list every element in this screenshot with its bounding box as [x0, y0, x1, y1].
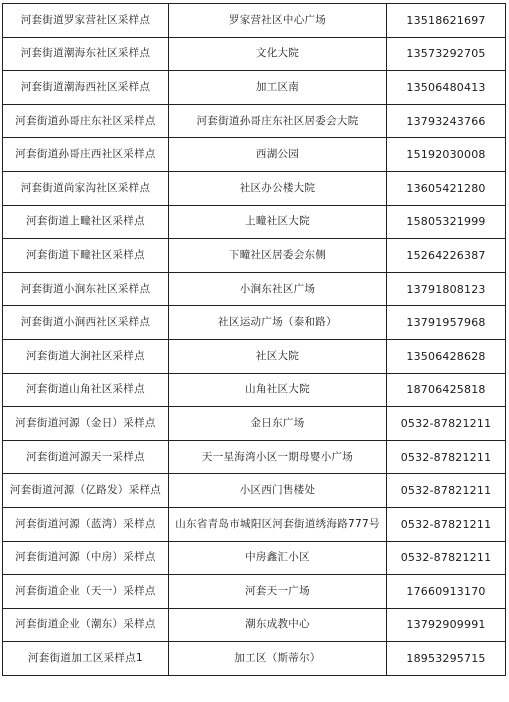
contact-phone-cell: 18953295715: [387, 642, 506, 676]
site-name-cell: 河套街道孙哥庄西社区采样点: [3, 138, 169, 172]
contact-phone-cell: 13506428628: [387, 339, 506, 373]
contact-phone-cell: 13605421280: [387, 171, 506, 205]
site-name-cell: 河套街道尚家沟社区采样点: [3, 171, 169, 205]
contact-phone-cell: 15805321999: [387, 205, 506, 239]
site-name-cell: 河套街道小涧西社区采样点: [3, 306, 169, 340]
table-row: [3, 575, 506, 609]
table-row: [3, 4, 506, 38]
site-name-cell: 河套街道企业（潮东）采样点: [3, 608, 169, 642]
site-location-cell: 下疃社区居委会东侧: [169, 239, 387, 273]
site-name-cell: 河套街道河源（蓝湾）采样点: [3, 507, 169, 541]
site-location-cell: 上疃社区大院: [169, 205, 387, 239]
table-row: [3, 440, 506, 474]
table-row: [3, 373, 506, 407]
site-location-cell: 中房鑫汇小区: [169, 541, 387, 575]
site-location-cell: 小涧东社区广场: [169, 272, 387, 306]
contact-phone-cell: 13506480413: [387, 71, 506, 105]
site-name-cell: 河套街道罗家营社区采样点: [3, 4, 169, 38]
site-location-cell: 西湖公园: [169, 138, 387, 172]
site-location-cell: 小区西门售楼处: [169, 474, 387, 508]
table-row: [3, 407, 506, 441]
contact-phone-cell: 17660913170: [387, 575, 506, 609]
table-row: [3, 71, 506, 105]
table-row: [3, 104, 506, 138]
table-row: [3, 608, 506, 642]
site-name-cell: 河套街道大涧社区采样点: [3, 339, 169, 373]
contact-phone-cell: 0532-87821211: [387, 541, 506, 575]
contact-phone-cell: 18706425818: [387, 373, 506, 407]
site-name-cell: 河套街道上疃社区采样点: [3, 205, 169, 239]
table-body: [3, 4, 506, 676]
site-name-cell: 河套街道河源天一采样点: [3, 440, 169, 474]
table-row: [3, 239, 506, 273]
site-location-cell: 山东省青岛市城阳区河套街道绣海路777号: [169, 507, 387, 541]
table-row: [3, 339, 506, 373]
table-row: [3, 507, 506, 541]
site-name-cell: 河套街道小涧东社区采样点: [3, 272, 169, 306]
site-location-cell: 社区大院: [169, 339, 387, 373]
contact-phone-cell: 13792909991: [387, 608, 506, 642]
site-location-cell: 加工区（斯蒂尔）: [169, 642, 387, 676]
table-row: [3, 541, 506, 575]
table-row: [3, 171, 506, 205]
table-row: [3, 306, 506, 340]
site-name-cell: 河套街道加工区采样点1: [3, 642, 169, 676]
site-name-cell: 河套街道下疃社区采样点: [3, 239, 169, 273]
site-location-cell: 加工区南: [169, 71, 387, 105]
contact-phone-cell: 0532-87821211: [387, 474, 506, 508]
site-location-cell: 社区办公楼大院: [169, 171, 387, 205]
site-location-cell: 潮东成教中心: [169, 608, 387, 642]
table-row: [3, 37, 506, 71]
table-row: [3, 272, 506, 306]
site-location-cell: 山角社区大院: [169, 373, 387, 407]
site-name-cell: 河套街道河源（中房）采样点: [3, 541, 169, 575]
contact-phone-cell: 13791808123: [387, 272, 506, 306]
contact-phone-cell: 0532-87821211: [387, 507, 506, 541]
contact-phone-cell: 13573292705: [387, 37, 506, 71]
site-name-cell: 河套街道山角社区采样点: [3, 373, 169, 407]
site-location-cell: 社区运动广场（泰和路）: [169, 306, 387, 340]
contact-phone-cell: 0532-87821211: [387, 440, 506, 474]
table-row: [3, 205, 506, 239]
sampling-sites-table: [2, 3, 506, 676]
contact-phone-cell: 13793243766: [387, 104, 506, 138]
site-location-cell: 金日东广场: [169, 407, 387, 441]
table-row: [3, 138, 506, 172]
site-location-cell: 罗家营社区中心广场: [169, 4, 387, 38]
site-name-cell: 河套街道河源（金日）采样点: [3, 407, 169, 441]
site-name-cell: 河套街道孙哥庄东社区采样点: [3, 104, 169, 138]
site-location-cell: 天一星海湾小区一期母婴小广场: [169, 440, 387, 474]
contact-phone-cell: 13518621697: [387, 4, 506, 38]
table-row: [3, 642, 506, 676]
contact-phone-cell: 0532-87821211: [387, 407, 506, 441]
contact-phone-cell: 13791957968: [387, 306, 506, 340]
site-name-cell: 河套街道潮海西社区采样点: [3, 71, 169, 105]
site-location-cell: 文化大院: [169, 37, 387, 71]
site-name-cell: 河套街道河源（亿路发）采样点: [3, 474, 169, 508]
contact-phone-cell: 15192030008: [387, 138, 506, 172]
site-location-cell: 河套街道孙哥庄东社区居委会大院: [169, 104, 387, 138]
site-name-cell: 河套街道企业（天一）采样点: [3, 575, 169, 609]
table-row: [3, 474, 506, 508]
site-name-cell: 河套街道潮海东社区采样点: [3, 37, 169, 71]
contact-phone-cell: 15264226387: [387, 239, 506, 273]
site-location-cell: 河套天一广场: [169, 575, 387, 609]
